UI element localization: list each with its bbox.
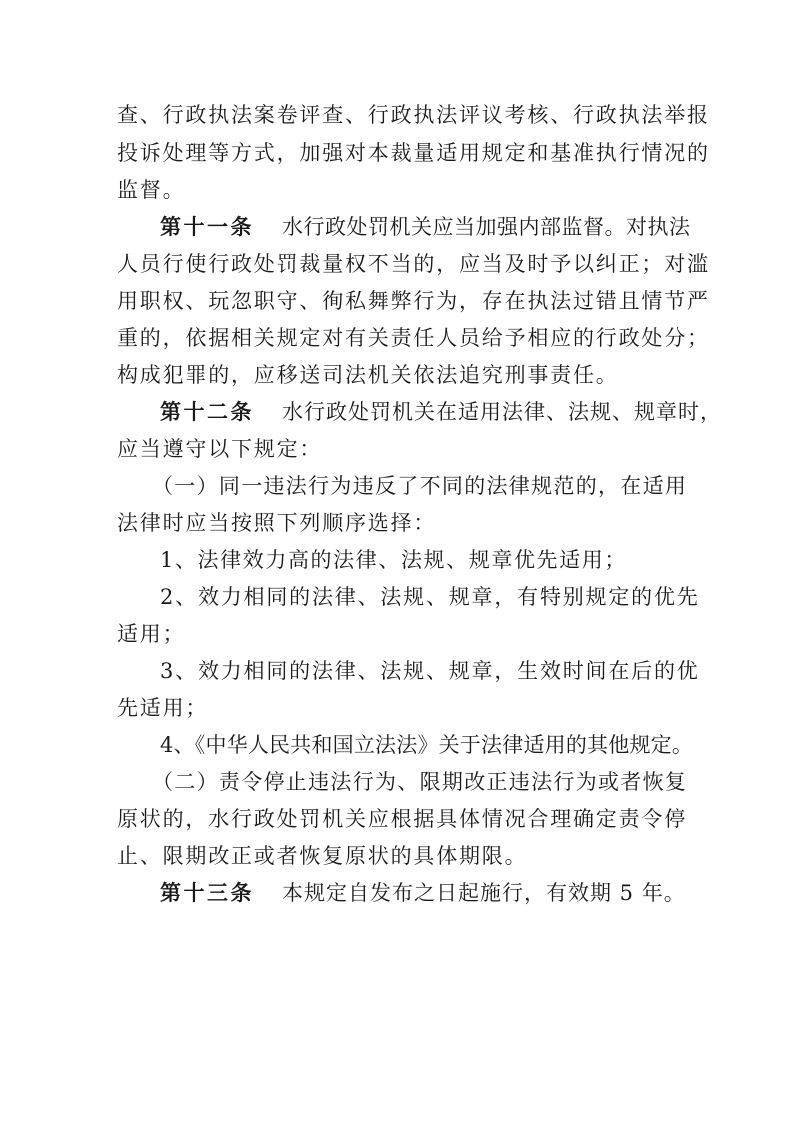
paragraph-line: （二）责令停止违法行为、限期改正违法行为或者恢复 — [152, 770, 688, 794]
article-heading: 第十三条 — [160, 881, 254, 905]
article-heading: 第十二条 — [160, 400, 254, 424]
paragraph-line: 法律时应当按照下列顺序选择： — [117, 511, 437, 535]
paragraph-line: 应当遵守以下规定： — [117, 437, 323, 461]
paragraph-line: 4、《中华人民共和国立法法》关于法律适用的其他规定。 — [160, 733, 694, 757]
article-12-line — [160, 397, 722, 427]
paragraph-line: 止、限期改正或者恢复原状的具体期限。 — [117, 844, 528, 868]
paragraph-line: 2、效力相同的法律、法规、规章，有特别规定的优先 — [160, 585, 700, 609]
article-heading: 第十一条 — [160, 215, 254, 239]
paragraph-line: 构成犯罪的，应移送司法机关依法追究刑事责任。 — [117, 363, 619, 387]
paragraph-line: 重的，依据相关规定对有关责任人员给予相应的行政处分； — [117, 326, 710, 350]
paragraph-line: （一）同一违法行为违反了不同的法律规范的，在适用 — [152, 474, 688, 498]
article-text: 本规定自发布之日起施行，有效期 5 年。 — [282, 881, 686, 905]
paragraph-line: 查、行政执法案卷评查、行政执法评议考核、行政执法举报 — [117, 103, 710, 127]
paragraph-line: 投诉处理等方式，加强对本裁量适用规定和基准执行情况的 — [117, 141, 710, 165]
article-13-line — [160, 878, 686, 908]
paragraph-line: 先适用； — [117, 696, 209, 720]
paragraph-line: 人员行使行政处罚裁量权不当的，应当及时予以纠正；对滥 — [117, 252, 710, 276]
article-11-line — [160, 212, 691, 242]
paragraph-line: 监督。 — [117, 178, 186, 202]
paragraph-line: 用职权、玩忽职守、徇私舞弊行为，存在执法过错且情节严 — [117, 289, 710, 313]
article-text: 水行政处罚机关在适用法律、法规、规章时， — [282, 400, 722, 424]
article-text: 水行政处罚机关应当加强内部监督。对执法 — [282, 215, 691, 239]
paragraph-line: 1、法律效力高的法律、法规、规章优先适用； — [160, 548, 627, 572]
paragraph-line: 原状的，水行政处罚机关应根据具体情况合理确定责令停 — [117, 807, 687, 831]
paragraph-line: 适用； — [117, 622, 186, 646]
paragraph-line: 3、效力相同的法律、法规、规章，生效时间在后的优 — [160, 659, 700, 683]
